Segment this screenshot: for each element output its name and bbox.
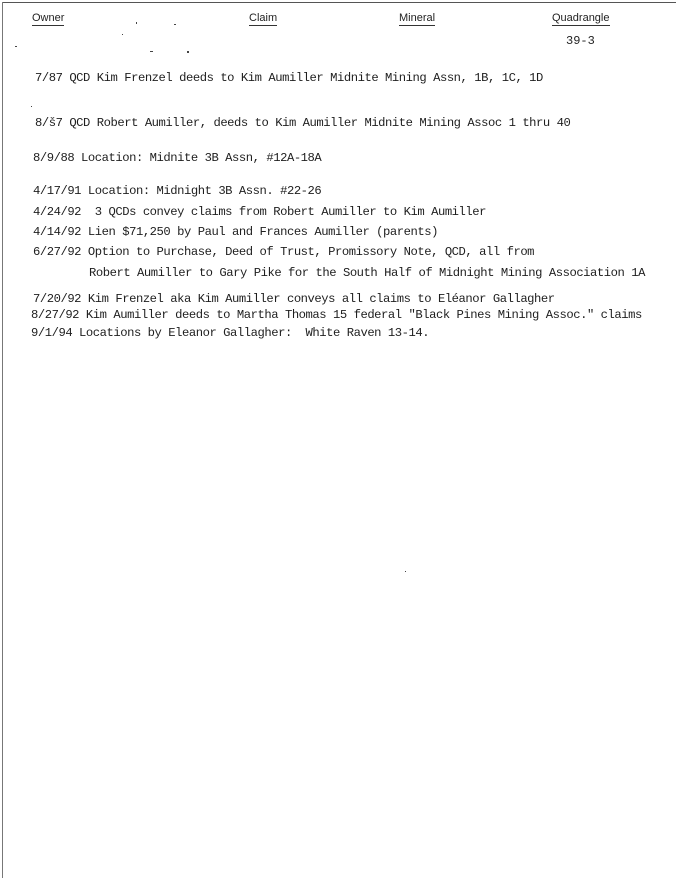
scan-speck: [405, 571, 406, 572]
header-claim: Claim: [249, 12, 278, 24]
entry-line: 7/87 QCD Kim Frenzel deeds to Kim Aumiller Midnite Mining Assn, 1B, 1C, 1D: [35, 71, 543, 85]
page-top-edge: [2, 2, 676, 3]
entry-line: 4/14/92 Lien $71,250 by Paul and Frances Aumiller (parents): [33, 225, 438, 239]
entry-line-continuation: Robert Aumiller to Gary Pike for the South Half of Midnight Mining Association 1A: [89, 266, 645, 280]
scan-speck: [122, 34, 123, 35]
scan-speck: [31, 106, 32, 107]
entry-line: 4/17/91 Location: Midnight 3B Assn. #22-26: [33, 184, 322, 198]
entry-line: 7/20/92 Kim Frenzel aka Kim Aumiller conveys all claims to Eléanor Gallagher: [33, 292, 555, 306]
header-mineral: Mineral: [399, 12, 436, 24]
entry-line: 6/27/92 Option to Purchase, Deed of Trust, Promissory Note, QCD, all from: [33, 245, 535, 259]
entry-line: 8/9/88 Location: Midnite 3B Assn, #12A-18A: [33, 151, 322, 165]
entry-line: 8/š7 QCD Robert Aumiller, deeds to Kim Aumiller Midnite Mining Assoc 1 thru 40: [35, 116, 571, 130]
entry-line: 9/1/94 Locations by Eleanor Gallagher: White Raven 13-14.: [31, 326, 430, 340]
scan-speck: [136, 22, 137, 24]
header-owner: Owner: [32, 12, 65, 24]
header-quadrangle: Quadrangle: [552, 12, 610, 24]
entry-line: 8/27/92 Kim Aumiller deeds to Martha Thomas 15 federal "Black Pines Mining Assoc." claims: [31, 308, 642, 322]
scan-speck: [187, 51, 189, 53]
scan-speck: [15, 46, 17, 47]
page-left-edge: [2, 2, 3, 878]
sheet-number: 39-3: [566, 34, 595, 48]
entry-line: 4/24/92 3 QCDs convey claims from Robert Aumiller to Kim Aumiller: [33, 205, 487, 219]
scan-speck: [174, 24, 176, 25]
scan-speck: [150, 51, 153, 52]
